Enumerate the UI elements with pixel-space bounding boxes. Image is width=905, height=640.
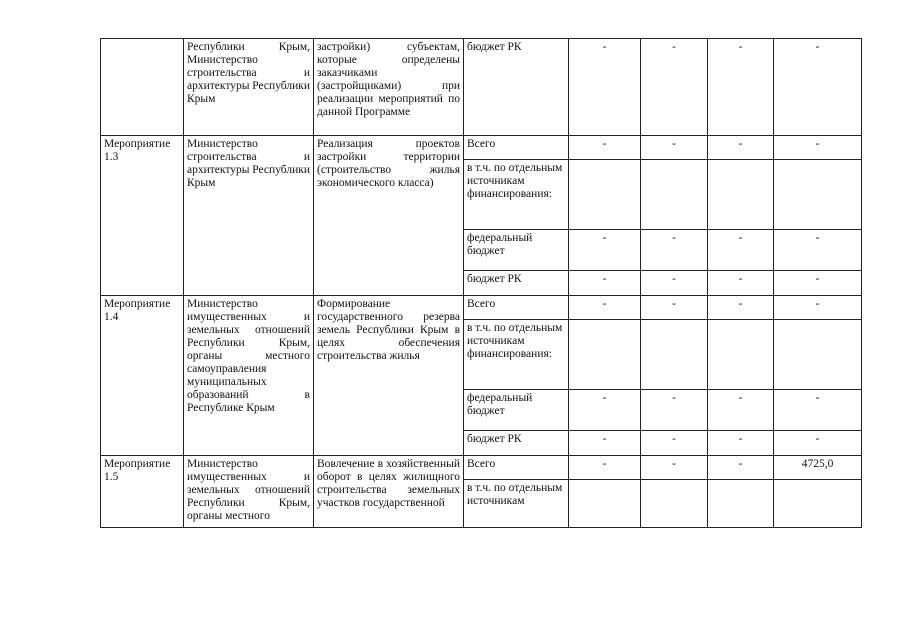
value-cell (774, 160, 862, 230)
value-cell: - (708, 39, 774, 136)
value-cell: - (569, 431, 641, 456)
value-cell: - (569, 456, 641, 480)
funding-source-cell: федеральный бюджет (464, 390, 569, 431)
value-cell: - (708, 390, 774, 431)
table-row (101, 456, 862, 480)
value-cell (774, 480, 862, 528)
funding-source-cell: в т.ч. по отдельным источникам финансирования: (464, 160, 569, 230)
event-cell: Мероприятие 1.4 (101, 296, 184, 456)
value-cell (641, 160, 708, 230)
value-cell (641, 480, 708, 528)
value-cell (569, 320, 641, 390)
funding-source-cell: федеральный бюджет (464, 230, 569, 271)
event-cell (101, 39, 184, 136)
value-cell: - (569, 39, 641, 136)
program-table (100, 38, 862, 528)
executor-cell: Министерство строительства и архитектуры Республики Крым (184, 136, 314, 296)
funding-source-cell: в т.ч. по отдельным источникам (464, 480, 569, 528)
executor-cell: Министерство имущественных и земельных отношений Республики Крым, органы местного (184, 456, 314, 528)
value-cell: - (641, 39, 708, 136)
value-cell: - (774, 271, 862, 296)
value-cell: - (641, 296, 708, 320)
funding-source-cell: бюджет РК (464, 39, 569, 136)
executor-cell: Республики Крым, Министерство строительства и архитектуры Республики Крым (184, 39, 314, 136)
funding-source-cell: в т.ч. по отдельным источникам финансирования: (464, 320, 569, 390)
table-body (101, 39, 862, 528)
value-cell: - (569, 230, 641, 271)
value-cell: 4725,0 (774, 456, 862, 480)
value-cell: - (774, 296, 862, 320)
funding-source-cell: Всего (464, 296, 569, 320)
value-cell: - (708, 456, 774, 480)
value-cell: - (708, 230, 774, 271)
value-cell: - (708, 136, 774, 160)
event-cell: Мероприятие 1.3 (101, 136, 184, 296)
table-row (101, 39, 862, 136)
value-cell: - (569, 271, 641, 296)
funding-source-cell: бюджет РК (464, 431, 569, 456)
value-cell (774, 320, 862, 390)
value-cell: - (708, 271, 774, 296)
value-cell: - (774, 431, 862, 456)
funding-source-cell: бюджет РК (464, 271, 569, 296)
description-cell: Вовлечение в хозяйственный оборот в целях жилищного строительства земельных участков государственной (314, 456, 464, 528)
table-row (101, 136, 862, 160)
value-cell: - (708, 296, 774, 320)
value-cell: - (641, 456, 708, 480)
value-cell: - (569, 296, 641, 320)
value-cell (708, 160, 774, 230)
event-cell: Мероприятие 1.5 (101, 456, 184, 528)
value-cell: - (708, 431, 774, 456)
value-cell (708, 320, 774, 390)
value-cell: - (774, 230, 862, 271)
value-cell (641, 320, 708, 390)
value-cell: - (774, 136, 862, 160)
value-cell: - (641, 230, 708, 271)
description-cell: Формирование государственного резерва земель Республики Крым в целях обеспечения строительства жилья (314, 296, 464, 456)
table-row (101, 296, 862, 320)
value-cell: - (774, 39, 862, 136)
value-cell (569, 160, 641, 230)
value-cell: - (641, 390, 708, 431)
funding-source-cell: Всего (464, 456, 569, 480)
value-cell (708, 480, 774, 528)
funding-source-cell: Всего (464, 136, 569, 160)
description-cell: Реализация проектов застройки территории (строительство жилья экономического класса) (314, 136, 464, 296)
value-cell (569, 480, 641, 528)
value-cell: - (641, 136, 708, 160)
description-cell: застройки) субъектам, которые определены заказчиками (застройщиками) при реализации мероприятий по данной Программе (314, 39, 464, 136)
value-cell: - (569, 136, 641, 160)
value-cell: - (774, 390, 862, 431)
value-cell: - (641, 431, 708, 456)
executor-cell: Министерство имущественных и земельных отношений Республики Крым, органы местного самоуправления муниципальных образований в Республике Крым (184, 296, 314, 456)
value-cell: - (641, 271, 708, 296)
value-cell: - (569, 390, 641, 431)
